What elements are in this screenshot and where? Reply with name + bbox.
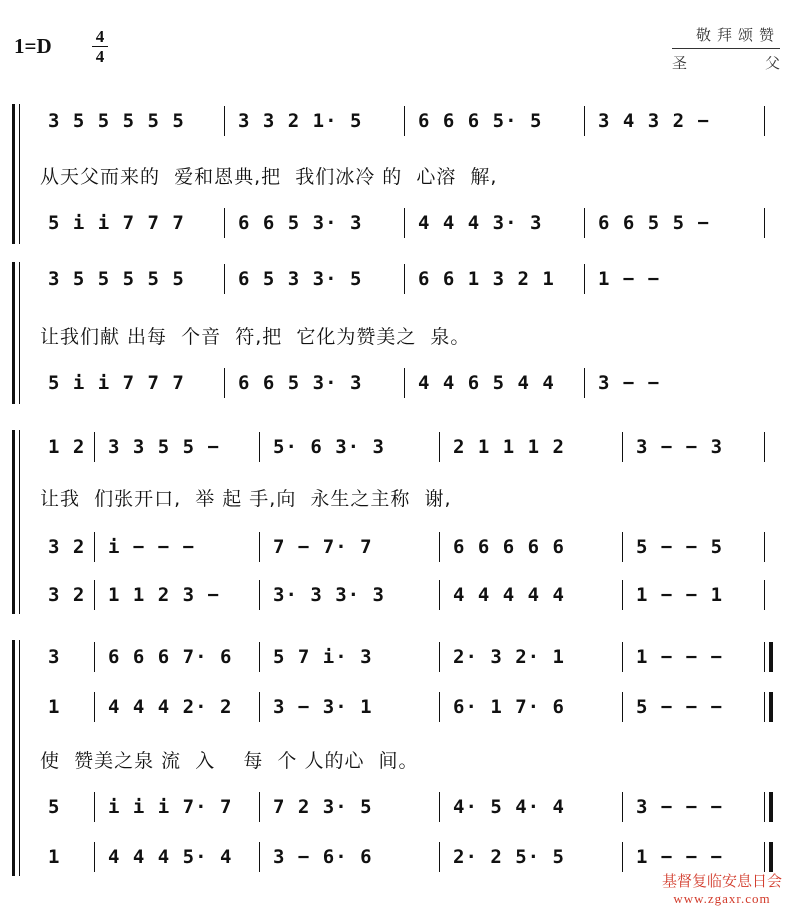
notation-line	[40, 578, 778, 612]
notation-line	[40, 366, 778, 400]
measure: 4 4 6 5 4 4	[418, 372, 555, 394]
barline	[259, 842, 260, 872]
barline	[404, 368, 405, 398]
barline	[259, 432, 260, 462]
measure: 3 5 5 5 5 5	[48, 268, 185, 290]
measure: 2· 3 2· 1	[453, 646, 565, 668]
measure: i − − −	[108, 536, 196, 558]
measure: 4 4 4 5· 4	[108, 846, 233, 868]
measure: 3 − − 3	[636, 436, 724, 458]
song-title: 敬拜颂赞	[695, 26, 780, 44]
measure: 6 6 5 3· 3	[238, 372, 363, 394]
barline	[259, 580, 260, 610]
measure: 6· 1 7· 6	[453, 696, 565, 718]
notation-line	[40, 640, 778, 674]
barline	[584, 368, 585, 398]
barline	[404, 208, 405, 238]
notation-line	[40, 206, 778, 240]
notation-line	[40, 262, 778, 296]
measure: 3 2	[48, 536, 86, 558]
final-barline	[764, 642, 773, 672]
barline	[764, 532, 765, 562]
measure: 3 5 5 5 5 5	[48, 110, 185, 132]
measure: 1 − − −	[636, 846, 724, 868]
lyric-text: 使 赞美之泉 流 入 每 个 人的心 间。	[40, 749, 419, 772]
measure: 5	[48, 796, 61, 818]
measure: 2· 2 5· 5	[453, 846, 565, 868]
measure: 1 2	[48, 436, 86, 458]
barline	[439, 580, 440, 610]
barline	[224, 264, 225, 294]
measure: 2 1 1 1 2	[453, 436, 565, 458]
system-bracket	[12, 430, 15, 614]
barline	[622, 842, 623, 872]
barline	[439, 692, 440, 722]
measure: 6 6 6 5· 5	[418, 110, 543, 132]
system-bracket	[12, 104, 15, 244]
song-attribution	[672, 52, 780, 73]
measure: 6 5 3 3· 5	[238, 268, 363, 290]
measure: 5 − − −	[636, 696, 724, 718]
barline	[764, 580, 765, 610]
measure: 3 − −	[598, 372, 661, 394]
measure: 6 6 1 3 2 1	[418, 268, 555, 290]
measure: 6 6 5 5 −	[598, 212, 710, 234]
barline	[439, 642, 440, 672]
notation-line	[40, 690, 778, 724]
time-signature	[92, 28, 108, 65]
barline	[94, 642, 95, 672]
notation-line	[40, 840, 778, 874]
barline	[622, 432, 623, 462]
barline	[584, 106, 585, 136]
time-signature-top: 4	[95, 27, 105, 46]
measure: 3· 3 3· 3	[273, 584, 385, 606]
measure: i i i 7· 7	[108, 796, 233, 818]
lyric-line	[40, 742, 778, 776]
barline	[94, 580, 95, 610]
measure: 3 − 3· 1	[273, 696, 373, 718]
measure: 6 6 6 7· 6	[108, 646, 233, 668]
barline	[224, 106, 225, 136]
barline	[259, 692, 260, 722]
system-bracket	[12, 640, 15, 876]
measure: 4 4 4 2· 2	[108, 696, 233, 718]
measure: 4· 5 4· 4	[453, 796, 565, 818]
barline	[404, 264, 405, 294]
measure: 4 4 4 3· 3	[418, 212, 543, 234]
barline	[94, 792, 95, 822]
measure: 3	[48, 646, 61, 668]
barline	[622, 692, 623, 722]
barline	[622, 642, 623, 672]
barline	[259, 642, 260, 672]
final-barline	[764, 842, 773, 872]
barline	[439, 842, 440, 872]
barline	[622, 532, 623, 562]
barline	[224, 208, 225, 238]
notation-line	[40, 790, 778, 824]
measure: 3 3 5 5 −	[108, 436, 220, 458]
lyric-line	[40, 318, 778, 352]
measure: 3 2	[48, 584, 86, 606]
final-barline	[764, 692, 773, 722]
barline	[584, 264, 585, 294]
attribution-left: 圣	[672, 54, 688, 72]
measure: 3 − − −	[636, 796, 724, 818]
barline	[224, 368, 225, 398]
measure: 5 − − 5	[636, 536, 724, 558]
watermark	[662, 872, 782, 908]
measure: 6 6 6 6 6	[453, 536, 565, 558]
final-barline	[764, 792, 773, 822]
barline	[584, 208, 585, 238]
measure: 7 2 3· 5	[273, 796, 373, 818]
measure: 1	[48, 696, 61, 718]
barline	[764, 208, 765, 238]
measure: 5· 6 3· 3	[273, 436, 385, 458]
system-bracket	[12, 262, 15, 404]
measure: 3 3 2 1· 5	[238, 110, 363, 132]
barline	[94, 692, 95, 722]
notation-line	[40, 104, 778, 138]
measure: 1 − − −	[636, 646, 724, 668]
barline	[764, 432, 765, 462]
lyric-line	[40, 158, 778, 192]
measure: 5 7 i· 3	[273, 646, 373, 668]
measure: 1	[48, 846, 61, 868]
watermark-site: 基督复临安息日会	[661, 872, 782, 890]
barline	[439, 432, 440, 462]
lyric-text: 让我们献 出每 个音 符,把 它化为赞美之 泉。	[40, 325, 471, 348]
time-signature-bottom: 4	[95, 47, 105, 66]
attribution-right: 父	[764, 54, 780, 72]
measure: 5 i i 7 7 7	[48, 372, 185, 394]
lyric-line	[40, 480, 778, 514]
lyric-text: 让我 们张开口, 举 起 手,向 永生之主称 谢,	[40, 487, 452, 510]
measure: 5 i i 7 7 7	[48, 212, 185, 234]
barline	[94, 532, 95, 562]
barline	[259, 792, 260, 822]
watermark-url: www.zgaxr.com	[673, 891, 771, 906]
measure: 3 − 6· 6	[273, 846, 373, 868]
barline	[439, 792, 440, 822]
measure: 1 − − 1	[636, 584, 724, 606]
measure: 6 6 5 3· 3	[238, 212, 363, 234]
measure: 3 4 3 2 −	[598, 110, 710, 132]
measure: 1 − −	[598, 268, 661, 290]
song-header	[672, 24, 780, 73]
barline	[622, 580, 623, 610]
barline	[259, 532, 260, 562]
lyric-text: 从天父而来的 爱和恩典,把 我们冰冷 的 心溶 解,	[40, 165, 498, 188]
barline	[94, 842, 95, 872]
measure: 1 1 2 3 −	[108, 584, 220, 606]
barline	[439, 532, 440, 562]
barline	[622, 792, 623, 822]
barline	[764, 106, 765, 136]
barline	[404, 106, 405, 136]
measure: 4 4 4 4 4	[453, 584, 565, 606]
measure: 7 − 7· 7	[273, 536, 373, 558]
barline	[94, 432, 95, 462]
notation-line	[40, 430, 778, 464]
key-signature: 1=D	[14, 34, 52, 58]
notation-line	[40, 530, 778, 564]
